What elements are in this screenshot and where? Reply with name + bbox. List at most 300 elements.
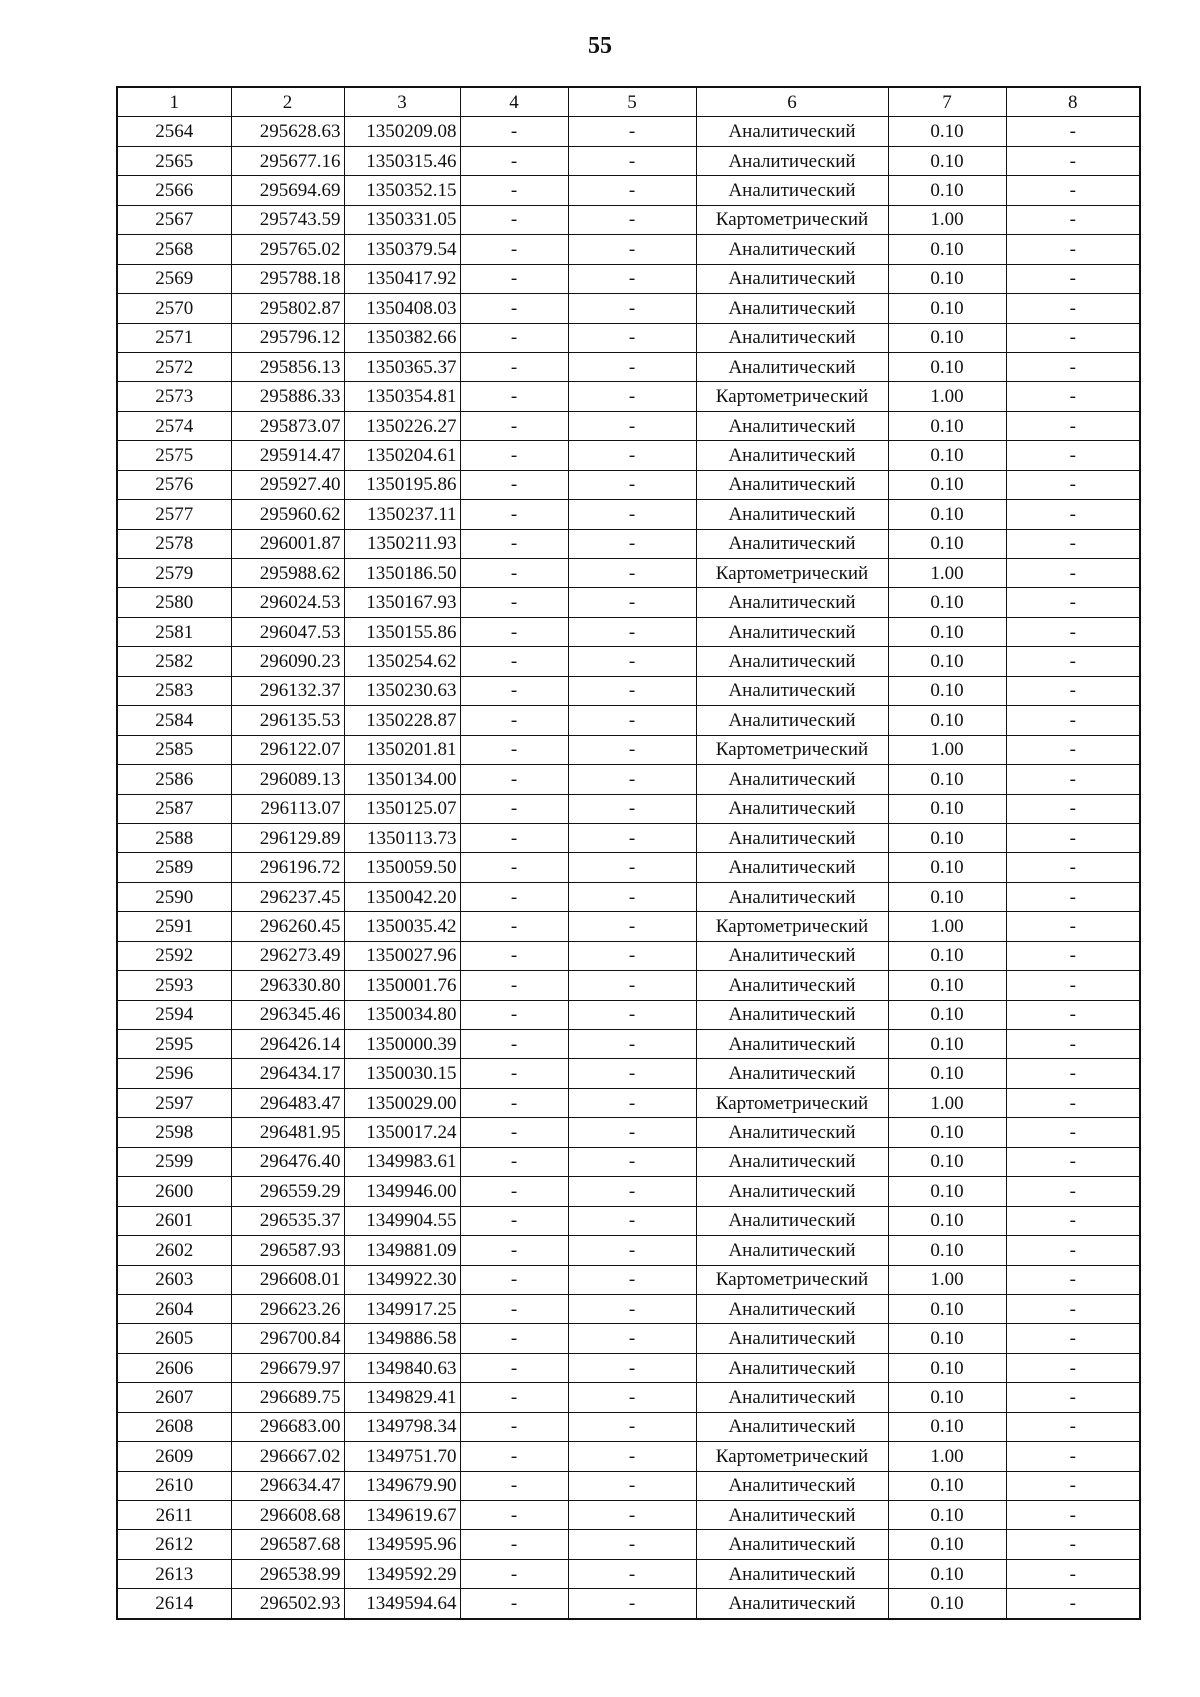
method-cell: Аналитический xyxy=(696,1589,888,1619)
y-coordinate-cell: 1350042.20 xyxy=(344,882,460,911)
col5-cell: - xyxy=(568,941,696,970)
col5-cell: - xyxy=(568,1412,696,1441)
x-coordinate-cell: 296001.87 xyxy=(231,529,344,558)
col5-cell: - xyxy=(568,765,696,794)
accuracy-cell: 0.10 xyxy=(888,1000,1006,1029)
point-number-cell: 2609 xyxy=(117,1442,231,1471)
accuracy-cell: 0.10 xyxy=(888,853,1006,882)
col5-cell: - xyxy=(568,912,696,941)
col5-cell: - xyxy=(568,176,696,205)
y-coordinate-cell: 1349904.55 xyxy=(344,1206,460,1235)
col8-cell: - xyxy=(1006,823,1140,852)
col8-cell: - xyxy=(1006,235,1140,264)
col4-cell: - xyxy=(460,1088,568,1117)
point-number-cell: 2612 xyxy=(117,1530,231,1559)
accuracy-cell: 1.00 xyxy=(888,1442,1006,1471)
x-coordinate-cell: 296608.01 xyxy=(231,1265,344,1294)
y-coordinate-cell: 1349829.41 xyxy=(344,1383,460,1412)
col5-cell: - xyxy=(568,1059,696,1088)
x-coordinate-cell: 295960.62 xyxy=(231,500,344,529)
col8-cell: - xyxy=(1006,146,1140,175)
x-coordinate-cell: 296538.99 xyxy=(231,1559,344,1588)
col5-cell: - xyxy=(568,1206,696,1235)
accuracy-cell: 0.10 xyxy=(888,765,1006,794)
table-row xyxy=(117,176,1140,205)
col8-cell: - xyxy=(1006,176,1140,205)
col5-cell: - xyxy=(568,1383,696,1412)
col4-cell: - xyxy=(460,1383,568,1412)
x-coordinate-cell: 296047.53 xyxy=(231,617,344,646)
accuracy-cell: 0.10 xyxy=(888,1236,1006,1265)
col4-cell: - xyxy=(460,588,568,617)
col5-cell: - xyxy=(568,441,696,470)
accuracy-cell: 0.10 xyxy=(888,470,1006,499)
accuracy-cell: 1.00 xyxy=(888,559,1006,588)
col8-cell: - xyxy=(1006,411,1140,440)
table-header-row xyxy=(117,87,1140,117)
accuracy-cell: 0.10 xyxy=(888,1206,1006,1235)
point-number-cell: 2565 xyxy=(117,146,231,175)
accuracy-cell: 0.10 xyxy=(888,352,1006,381)
col4-cell: - xyxy=(460,1236,568,1265)
y-coordinate-cell: 1350417.92 xyxy=(344,264,460,293)
col4-cell: - xyxy=(460,352,568,381)
col5-cell: - xyxy=(568,382,696,411)
table-row xyxy=(117,1177,1140,1206)
point-number-cell: 2570 xyxy=(117,294,231,323)
method-cell: Аналитический xyxy=(696,323,888,352)
y-coordinate-cell: 1350125.07 xyxy=(344,794,460,823)
y-coordinate-cell: 1350186.50 xyxy=(344,559,460,588)
col8-cell: - xyxy=(1006,1177,1140,1206)
x-coordinate-cell: 296476.40 xyxy=(231,1147,344,1176)
accuracy-cell: 0.10 xyxy=(888,1177,1006,1206)
col5-cell: - xyxy=(568,706,696,735)
table-row xyxy=(117,794,1140,823)
method-cell: Картометрический xyxy=(696,382,888,411)
point-number-cell: 2590 xyxy=(117,882,231,911)
col5-cell: - xyxy=(568,971,696,1000)
table-row xyxy=(117,1000,1140,1029)
y-coordinate-cell: 1350228.87 xyxy=(344,706,460,735)
method-cell: Аналитический xyxy=(696,1118,888,1147)
y-coordinate-cell: 1349592.29 xyxy=(344,1559,460,1588)
col4-cell: - xyxy=(460,1530,568,1559)
accuracy-cell: 0.10 xyxy=(888,647,1006,676)
table-row xyxy=(117,1501,1140,1530)
accuracy-cell: 0.10 xyxy=(888,529,1006,558)
accuracy-cell: 0.10 xyxy=(888,411,1006,440)
col8-cell: - xyxy=(1006,706,1140,735)
col8-cell: - xyxy=(1006,1442,1140,1471)
x-coordinate-cell: 295788.18 xyxy=(231,264,344,293)
x-coordinate-cell: 295873.07 xyxy=(231,411,344,440)
accuracy-cell: 0.10 xyxy=(888,588,1006,617)
point-number-cell: 2598 xyxy=(117,1118,231,1147)
x-coordinate-cell: 296129.89 xyxy=(231,823,344,852)
x-coordinate-cell: 296623.26 xyxy=(231,1294,344,1323)
table-row xyxy=(117,323,1140,352)
col8-cell: - xyxy=(1006,617,1140,646)
col4-cell: - xyxy=(460,882,568,911)
point-number-cell: 2586 xyxy=(117,765,231,794)
col5-cell: - xyxy=(568,1559,696,1588)
table-row xyxy=(117,588,1140,617)
method-cell: Аналитический xyxy=(696,264,888,293)
col4-cell: - xyxy=(460,1206,568,1235)
table-body xyxy=(117,117,1140,1619)
x-coordinate-cell: 296587.68 xyxy=(231,1530,344,1559)
col5-cell: - xyxy=(568,235,696,264)
table-row xyxy=(117,470,1140,499)
col4-cell: - xyxy=(460,1559,568,1588)
y-coordinate-cell: 1350237.11 xyxy=(344,500,460,529)
col8-cell: - xyxy=(1006,294,1140,323)
col4-cell: - xyxy=(460,1294,568,1323)
accuracy-cell: 0.10 xyxy=(888,617,1006,646)
accuracy-cell: 1.00 xyxy=(888,1265,1006,1294)
point-number-cell: 2576 xyxy=(117,470,231,499)
col5-cell: - xyxy=(568,588,696,617)
y-coordinate-cell: 1350195.86 xyxy=(344,470,460,499)
method-cell: Аналитический xyxy=(696,882,888,911)
point-number-cell: 2613 xyxy=(117,1559,231,1588)
method-cell: Аналитический xyxy=(696,676,888,705)
col4-cell: - xyxy=(460,735,568,764)
col5-cell: - xyxy=(568,1236,696,1265)
col4-cell: - xyxy=(460,1265,568,1294)
y-coordinate-cell: 1350204.61 xyxy=(344,441,460,470)
table-row xyxy=(117,1353,1140,1382)
column-header: 1 xyxy=(117,87,231,117)
table-row xyxy=(117,1265,1140,1294)
point-number-cell: 2607 xyxy=(117,1383,231,1412)
x-coordinate-cell: 296483.47 xyxy=(231,1088,344,1117)
table-row xyxy=(117,294,1140,323)
accuracy-cell: 0.10 xyxy=(888,1589,1006,1619)
col8-cell: - xyxy=(1006,264,1140,293)
col8-cell: - xyxy=(1006,1059,1140,1088)
accuracy-cell: 0.10 xyxy=(888,1030,1006,1059)
method-cell: Картометрический xyxy=(696,559,888,588)
col5-cell: - xyxy=(568,117,696,146)
accuracy-cell: 0.10 xyxy=(888,1530,1006,1559)
method-cell: Аналитический xyxy=(696,1206,888,1235)
col8-cell: - xyxy=(1006,765,1140,794)
accuracy-cell: 0.10 xyxy=(888,1118,1006,1147)
table-row xyxy=(117,1294,1140,1323)
table-row xyxy=(117,1442,1140,1471)
col5-cell: - xyxy=(568,1471,696,1500)
col4-cell: - xyxy=(460,1589,568,1619)
col4-cell: - xyxy=(460,264,568,293)
point-number-cell: 2588 xyxy=(117,823,231,852)
method-cell: Аналитический xyxy=(696,1324,888,1353)
col8-cell: - xyxy=(1006,941,1140,970)
accuracy-cell: 0.10 xyxy=(888,1559,1006,1588)
method-cell: Аналитический xyxy=(696,588,888,617)
point-number-cell: 2608 xyxy=(117,1412,231,1441)
col8-cell: - xyxy=(1006,1118,1140,1147)
x-coordinate-cell: 295677.16 xyxy=(231,146,344,175)
method-cell: Аналитический xyxy=(696,1501,888,1530)
table-row xyxy=(117,264,1140,293)
method-cell: Аналитический xyxy=(696,941,888,970)
col8-cell: - xyxy=(1006,588,1140,617)
table-row xyxy=(117,853,1140,882)
method-cell: Аналитический xyxy=(696,1294,888,1323)
x-coordinate-cell: 295856.13 xyxy=(231,352,344,381)
col4-cell: - xyxy=(460,470,568,499)
col5-cell: - xyxy=(568,794,696,823)
col4-cell: - xyxy=(460,529,568,558)
col4-cell: - xyxy=(460,1030,568,1059)
accuracy-cell: 0.10 xyxy=(888,971,1006,1000)
accuracy-cell: 0.10 xyxy=(888,294,1006,323)
col5-cell: - xyxy=(568,1147,696,1176)
col5-cell: - xyxy=(568,500,696,529)
y-coordinate-cell: 1350226.27 xyxy=(344,411,460,440)
y-coordinate-cell: 1350331.05 xyxy=(344,205,460,234)
column-header: 4 xyxy=(460,87,568,117)
col5-cell: - xyxy=(568,1265,696,1294)
y-coordinate-cell: 1350034.80 xyxy=(344,1000,460,1029)
col4-cell: - xyxy=(460,1324,568,1353)
accuracy-cell: 0.10 xyxy=(888,500,1006,529)
col8-cell: - xyxy=(1006,1501,1140,1530)
point-number-cell: 2571 xyxy=(117,323,231,352)
table-row xyxy=(117,1206,1140,1235)
col8-cell: - xyxy=(1006,1265,1140,1294)
column-header: 7 xyxy=(888,87,1006,117)
y-coordinate-cell: 1350030.15 xyxy=(344,1059,460,1088)
point-number-cell: 2564 xyxy=(117,117,231,146)
x-coordinate-cell: 296237.45 xyxy=(231,882,344,911)
col8-cell: - xyxy=(1006,1530,1140,1559)
col8-cell: - xyxy=(1006,1236,1140,1265)
y-coordinate-cell: 1349594.64 xyxy=(344,1589,460,1619)
col8-cell: - xyxy=(1006,352,1140,381)
method-cell: Аналитический xyxy=(696,1177,888,1206)
table-row xyxy=(117,823,1140,852)
x-coordinate-cell: 296434.17 xyxy=(231,1059,344,1088)
method-cell: Аналитический xyxy=(696,706,888,735)
table-row xyxy=(117,1471,1140,1500)
col5-cell: - xyxy=(568,470,696,499)
y-coordinate-cell: 1350017.24 xyxy=(344,1118,460,1147)
col4-cell: - xyxy=(460,1177,568,1206)
x-coordinate-cell: 296345.46 xyxy=(231,1000,344,1029)
y-coordinate-cell: 1350035.42 xyxy=(344,912,460,941)
x-coordinate-cell: 295886.33 xyxy=(231,382,344,411)
col5-cell: - xyxy=(568,1118,696,1147)
accuracy-cell: 0.10 xyxy=(888,1353,1006,1382)
method-cell: Картометрический xyxy=(696,1088,888,1117)
method-cell: Аналитический xyxy=(696,117,888,146)
col8-cell: - xyxy=(1006,912,1140,941)
column-header: 8 xyxy=(1006,87,1140,117)
point-number-cell: 2567 xyxy=(117,205,231,234)
col4-cell: - xyxy=(460,441,568,470)
col4-cell: - xyxy=(460,765,568,794)
accuracy-cell: 0.10 xyxy=(888,117,1006,146)
accuracy-cell: 0.10 xyxy=(888,823,1006,852)
method-cell: Аналитический xyxy=(696,411,888,440)
accuracy-cell: 0.10 xyxy=(888,882,1006,911)
accuracy-cell: 0.10 xyxy=(888,235,1006,264)
method-cell: Аналитический xyxy=(696,823,888,852)
col4-cell: - xyxy=(460,647,568,676)
col8-cell: - xyxy=(1006,1030,1140,1059)
method-cell: Картометрический xyxy=(696,205,888,234)
col8-cell: - xyxy=(1006,882,1140,911)
col5-cell: - xyxy=(568,676,696,705)
col5-cell: - xyxy=(568,1294,696,1323)
table-row xyxy=(117,647,1140,676)
col4-cell: - xyxy=(460,235,568,264)
method-cell: Аналитический xyxy=(696,1471,888,1500)
col4-cell: - xyxy=(460,323,568,352)
col4-cell: - xyxy=(460,176,568,205)
method-cell: Аналитический xyxy=(696,1383,888,1412)
x-coordinate-cell: 296089.13 xyxy=(231,765,344,794)
accuracy-cell: 0.10 xyxy=(888,1294,1006,1323)
col5-cell: - xyxy=(568,1353,696,1382)
x-coordinate-cell: 296587.93 xyxy=(231,1236,344,1265)
point-number-cell: 2596 xyxy=(117,1059,231,1088)
column-header: 6 xyxy=(696,87,888,117)
y-coordinate-cell: 1349619.67 xyxy=(344,1501,460,1530)
table-row xyxy=(117,1147,1140,1176)
table-row xyxy=(117,617,1140,646)
method-cell: Аналитический xyxy=(696,441,888,470)
point-number-cell: 2600 xyxy=(117,1177,231,1206)
method-cell: Аналитический xyxy=(696,1559,888,1588)
accuracy-cell: 0.10 xyxy=(888,146,1006,175)
point-number-cell: 2593 xyxy=(117,971,231,1000)
col8-cell: - xyxy=(1006,794,1140,823)
col4-cell: - xyxy=(460,971,568,1000)
x-coordinate-cell: 295628.63 xyxy=(231,117,344,146)
col5-cell: - xyxy=(568,617,696,646)
col4-cell: - xyxy=(460,117,568,146)
x-coordinate-cell: 295927.40 xyxy=(231,470,344,499)
point-number-cell: 2569 xyxy=(117,264,231,293)
method-cell: Аналитический xyxy=(696,470,888,499)
page-number: 55 xyxy=(588,33,612,59)
col4-cell: - xyxy=(460,1118,568,1147)
method-cell: Аналитический xyxy=(696,1236,888,1265)
col4-cell: - xyxy=(460,205,568,234)
y-coordinate-cell: 1350365.37 xyxy=(344,352,460,381)
col5-cell: - xyxy=(568,1589,696,1619)
point-number-cell: 2597 xyxy=(117,1088,231,1117)
col8-cell: - xyxy=(1006,559,1140,588)
point-number-cell: 2583 xyxy=(117,676,231,705)
col4-cell: - xyxy=(460,1471,568,1500)
table-row xyxy=(117,1589,1140,1619)
point-number-cell: 2572 xyxy=(117,352,231,381)
col5-cell: - xyxy=(568,1442,696,1471)
point-number-cell: 2584 xyxy=(117,706,231,735)
method-cell: Аналитический xyxy=(696,500,888,529)
point-number-cell: 2566 xyxy=(117,176,231,205)
accuracy-cell: 0.10 xyxy=(888,1471,1006,1500)
table-row xyxy=(117,529,1140,558)
accuracy-cell: 1.00 xyxy=(888,912,1006,941)
accuracy-cell: 1.00 xyxy=(888,382,1006,411)
y-coordinate-cell: 1350113.73 xyxy=(344,823,460,852)
col8-cell: - xyxy=(1006,470,1140,499)
y-coordinate-cell: 1349886.58 xyxy=(344,1324,460,1353)
point-number-cell: 2602 xyxy=(117,1236,231,1265)
col4-cell: - xyxy=(460,617,568,646)
table-row xyxy=(117,352,1140,381)
point-number-cell: 2575 xyxy=(117,441,231,470)
col4-cell: - xyxy=(460,676,568,705)
col5-cell: - xyxy=(568,294,696,323)
col8-cell: - xyxy=(1006,1589,1140,1619)
col8-cell: - xyxy=(1006,1147,1140,1176)
y-coordinate-cell: 1350155.86 xyxy=(344,617,460,646)
y-coordinate-cell: 1350209.08 xyxy=(344,117,460,146)
col8-cell: - xyxy=(1006,1088,1140,1117)
accuracy-cell: 0.10 xyxy=(888,441,1006,470)
method-cell: Аналитический xyxy=(696,971,888,1000)
point-number-cell: 2573 xyxy=(117,382,231,411)
table-row xyxy=(117,146,1140,175)
table-row xyxy=(117,235,1140,264)
method-cell: Картометрический xyxy=(696,735,888,764)
table-row xyxy=(117,706,1140,735)
col8-cell: - xyxy=(1006,323,1140,352)
method-cell: Аналитический xyxy=(696,765,888,794)
point-number-cell: 2595 xyxy=(117,1030,231,1059)
col5-cell: - xyxy=(568,1088,696,1117)
method-cell: Аналитический xyxy=(696,647,888,676)
x-coordinate-cell: 295914.47 xyxy=(231,441,344,470)
y-coordinate-cell: 1349881.09 xyxy=(344,1236,460,1265)
point-number-cell: 2594 xyxy=(117,1000,231,1029)
method-cell: Аналитический xyxy=(696,853,888,882)
x-coordinate-cell: 296426.14 xyxy=(231,1030,344,1059)
point-number-cell: 2578 xyxy=(117,529,231,558)
col4-cell: - xyxy=(460,823,568,852)
col5-cell: - xyxy=(568,1000,696,1029)
col4-cell: - xyxy=(460,941,568,970)
table-row xyxy=(117,1118,1140,1147)
accuracy-cell: 0.10 xyxy=(888,264,1006,293)
point-number-cell: 2601 xyxy=(117,1206,231,1235)
col5-cell: - xyxy=(568,1324,696,1353)
col8-cell: - xyxy=(1006,647,1140,676)
y-coordinate-cell: 1349679.90 xyxy=(344,1471,460,1500)
col5-cell: - xyxy=(568,853,696,882)
x-coordinate-cell: 295796.12 xyxy=(231,323,344,352)
point-number-cell: 2568 xyxy=(117,235,231,264)
x-coordinate-cell: 296667.02 xyxy=(231,1442,344,1471)
point-number-cell: 2614 xyxy=(117,1589,231,1619)
y-coordinate-cell: 1350001.76 xyxy=(344,971,460,1000)
table-row xyxy=(117,1236,1140,1265)
col5-cell: - xyxy=(568,323,696,352)
col8-cell: - xyxy=(1006,117,1140,146)
y-coordinate-cell: 1350167.93 xyxy=(344,588,460,617)
col5-cell: - xyxy=(568,882,696,911)
column-header: 5 xyxy=(568,87,696,117)
point-number-cell: 2610 xyxy=(117,1471,231,1500)
col5-cell: - xyxy=(568,352,696,381)
